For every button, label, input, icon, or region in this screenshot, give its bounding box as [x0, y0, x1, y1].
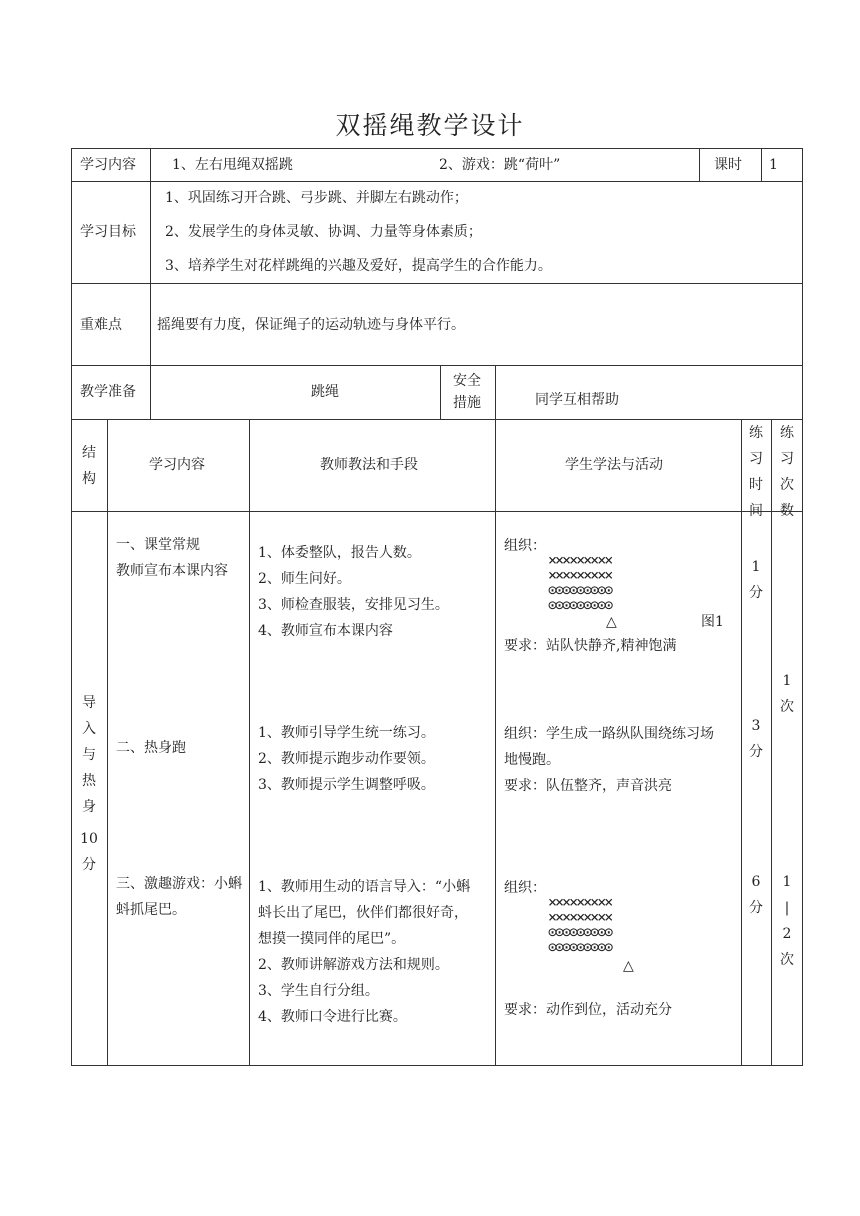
requirement-text: 要求：动作到位，活动充分	[504, 1002, 672, 1018]
time-value: 3 分	[749, 718, 763, 760]
section-minutes: 10 分	[80, 831, 98, 873]
hours-label: 课时	[714, 157, 742, 173]
organization-label: 组织：	[504, 880, 546, 896]
column-header-teacher: 教师教法和手段	[320, 457, 418, 473]
safety-label: 措施	[453, 395, 481, 411]
key-points-label: 重难点	[80, 317, 122, 333]
key-points-text: 摇绳要有力度，保证绳子的运动轨迹与身体平行。	[157, 317, 465, 333]
objective-item: 1、巩固练习开合跳、弓步跳、并脚左右跳动作；	[165, 190, 468, 206]
figure-label: 图1	[701, 614, 724, 630]
formation-diagram: ××××××××× ××××××××× ⊙⊙⊙⊙⊙⊙⊙⊙⊙ ⊙⊙⊙⊙⊙⊙⊙⊙⊙	[548, 551, 612, 614]
teacher-triangle-icon: △	[623, 958, 634, 974]
objective-item: 2、发展学生的身体灵敏、协调、力量等身体素质；	[165, 224, 482, 240]
row-teacher-method: 1、教师引导学生统一练习。 2、教师提示跑步动作要领。 3、教师提示学生调整呼吸。	[258, 725, 435, 793]
column-header-structure: 结 构	[82, 445, 96, 487]
formation-diagram: ××××××××× ××××××××× ⊙⊙⊙⊙⊙⊙⊙⊙⊙ ⊙⊙⊙⊙⊙⊙⊙⊙⊙	[548, 893, 612, 956]
safety-label: 安全	[453, 373, 481, 389]
organization-text: 组织：学生成一路纵队围绕练习场 地慢跑。 要求：队伍整齐，声音洪亮	[504, 726, 714, 794]
organization-label: 组织：	[504, 538, 546, 554]
column-header-student: 学生学法与活动	[565, 457, 663, 473]
safety-value: 同学互相帮助	[535, 392, 619, 408]
objectives-label: 学习目标	[80, 224, 136, 240]
column-header-count: 练 习 次 数	[780, 425, 794, 519]
time-value: 6 分	[749, 874, 763, 916]
section-label: 导 入 与 热 身	[82, 695, 96, 815]
content-item-1: 1、左右甩绳双摇跳	[172, 157, 293, 173]
preparation-label: 教学准备	[80, 384, 136, 400]
requirement-text: 要求：站队快静齐,精神饱满	[504, 638, 677, 654]
hours-value: 1	[769, 157, 778, 173]
column-header-time: 练 习 时 间	[749, 425, 763, 519]
row-teacher-method: 1、体委整队，报告人数。 2、师生问好。 3、师检查服装，安排见习生。 4、教师宣布本课内容	[258, 545, 449, 639]
objective-item: 3、培养学生对花样跳绳的兴趣及爱好，提高学生的合作能力。	[165, 258, 552, 274]
column-header-content: 学习内容	[149, 457, 205, 473]
count-value: 1 次	[780, 673, 794, 715]
teacher-triangle-icon: △	[606, 614, 617, 630]
content-label: 学习内容	[80, 157, 136, 173]
document-title: 双摇绳教学设计	[335, 111, 525, 140]
preparation-value: 跳绳	[311, 384, 339, 400]
row-content: 一、课堂常规 教师宣布本课内容	[116, 537, 228, 579]
row-content: 二、热身跑	[116, 740, 186, 756]
time-value: 1 分	[749, 559, 763, 601]
count-value: 1 | 2 次	[780, 874, 794, 968]
content-item-2: 2、游戏：跳“荷叶”	[439, 157, 561, 173]
row-content: 三、激趣游戏：小蝌 蚪抓尾巴。	[116, 876, 242, 918]
row-teacher-method: 1、教师用生动的语言导入：“小蝌 蚪长出了尾巴，伙伴们都很好奇， 想摸一摸同伴的尾巴”。 2、教师讲解游戏方法和规则。 3、学生自行分组。 4、教师口令进行比赛。	[258, 879, 471, 1025]
